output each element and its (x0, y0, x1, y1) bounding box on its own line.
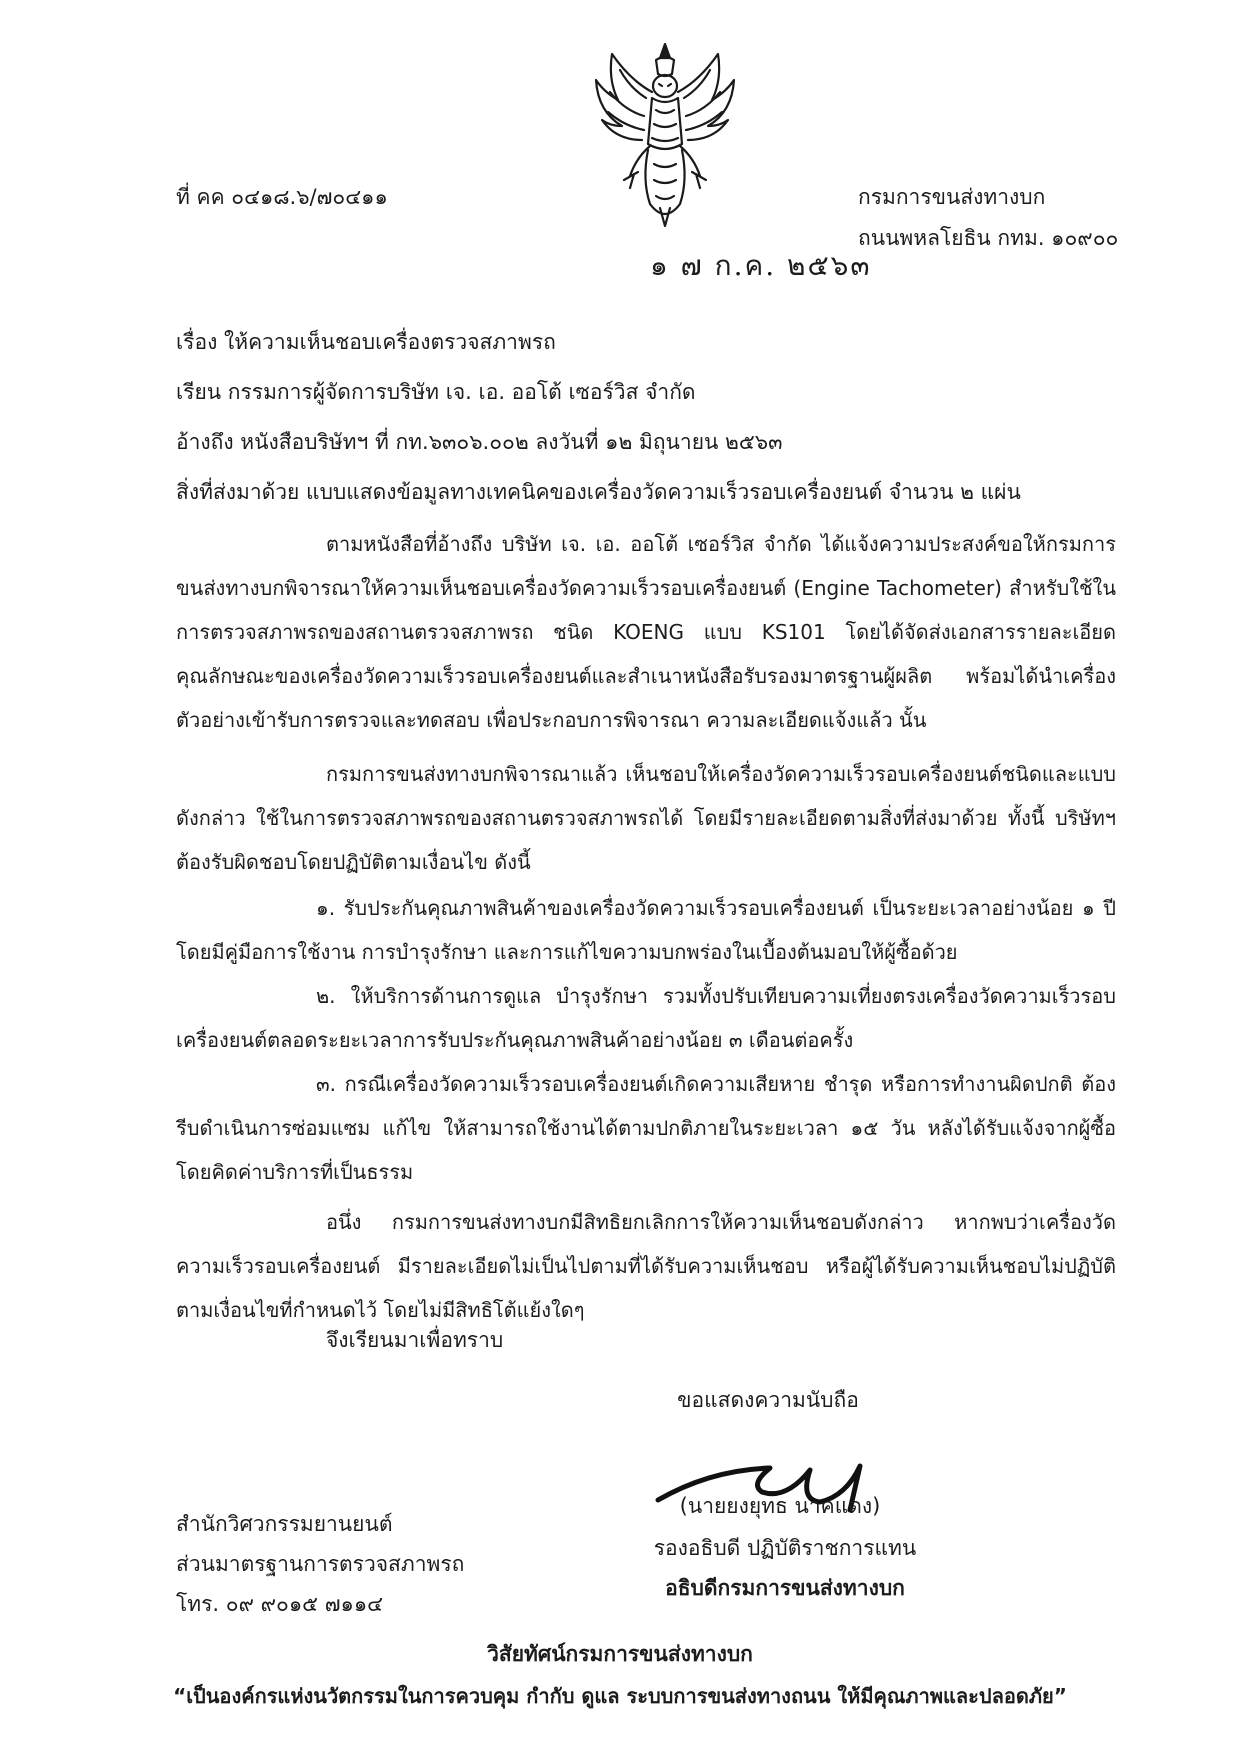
regards-line: ขอแสดงความนับถือ (677, 1388, 859, 1412)
body-paragraph-2: กรมการขนส่งทางบกพิจารณาแล้ว เห็นชอบให้เครื่องวัดความเร็วรอบเครื่องยนต์ชนิดและแบบดังกล่าว ใช้ในการตรวจสภาพรถของสถานตรวจสภาพรถได้ โดยมีรายละเอียดตามสิ่งที่ส่งมาด้วย ทั้งนี้ บริษัทฯ ต้องรับผิดชอบโดยปฏิบัติตามเงื่อนไข ดังนี้ (176, 762, 1116, 874)
reference-number: ที่ คค ๐๔๑๘.๖/๗๐๔๑๑ (176, 185, 388, 209)
condition-2: ๒. ให้บริการด้านการดูแล บำรุงรักษา รวมทั้งปรับเทียบความเที่ยงตรงเครื่องวัดความเร็วรอบเครื่องยนต์ตลอดระยะเวลาการรับประกันคุณภาพสินค้าอย่างน้อย ๓ เดือนต่อครั้ง (176, 984, 1116, 1052)
addressee-line: เรียน กรรมการผู้จัดการบริษัท เจ. เอ. ออโต้ เซอร์วิส จำกัด (176, 380, 696, 404)
signatory-name: (นายยงยุทธ นาคแดง) (679, 1494, 881, 1518)
condition-3: ๓. กรณีเครื่องวัดความเร็วรอบเครื่องยนต์เกิดความเสียหาย ชำรุด หรือการทำงานผิดปกติ ต้องรีบดำเนินการซ่อมแซม แก้ไข ให้สามารถใช้งานได้ตามปกติภายในระยะเวลา ๑๕ วัน หลังได้รับแจ้งจากผู้ซื้อ โดยคิดค่าบริการที่เป็นธรรม (176, 1072, 1116, 1184)
body-paragraph-1: ตามหนังสือที่อ้างถึง บริษัท เจ. เอ. ออโต้ เซอร์วิส จำกัด ได้แจ้งความประสงค์ขอให้กรมการขนส่งทางบกพิจารณาให้ความเห็นชอบเครื่องวัดความเร็วรอบเครื่องยนต์ (Engine Tachometer) สำหรับใช้ในการตรวจสภาพรถของสถานตรวจสภาพรถ ชนิด KOENG แบบ KS101 โดยได้จัดส่งเอกสารรายละเอียดคุณลักษณะของเครื่องวัดความเร็วรอบเครื่องยนต์และสำเนาหนังสือรับรองมาตรฐานผู้ผลิต พร้อมได้นำเครื่องตัวอย่างเข้ารับการตรวจและทดสอบ เพื่อประกอบการพิจารณา ความละเอียดแจ้งแล้ว นั้น (176, 532, 1116, 732)
subject-line: เรื่อง ให้ความเห็นชอบเครื่องตรวจสภาพรถ (176, 330, 556, 354)
condition-1: ๑. รับประกันคุณภาพสินค้าของเครื่องวัดความเร็วรอบเครื่องยนต์ เป็นระยะเวลาอย่างน้อย ๑ ปี โดยมีคู่มือการใช้งาน การบำรุงรักษา และการแก้ไขความบกพร่องในเบื้องต้นมอบให้ผู้ซื้อด้วย (176, 896, 1116, 964)
letter-date: ๑ ๗ ก.ค. ๒๕๖๓ (650, 249, 872, 282)
enclosure-line: สิ่งที่ส่งมาด้วย แบบแสดงข้อมูลทางเทคนิคของเครื่องวัดความเร็วรอบเครื่องยนต์ จำนวน ๒ แผ่น (176, 480, 1021, 504)
division-name: ส่วนมาตรฐานการตรวจสภาพรถ (176, 1552, 465, 1576)
reference-line: อ้างถึง หนังสือบริษัทฯ ที่ กท.๖๓๐๖.๐๐๒ ลงวันที่ ๑๒ มิถุนายน ๒๕๖๓ (176, 430, 783, 454)
closing-line: จึงเรียนมาเพื่อทราบ (326, 1328, 504, 1352)
department-name: กรมการขนส่งทางบก (858, 185, 1046, 209)
department-address: ถนนพหลโยธิน กทม. ๑๐๙๐๐ (858, 226, 1119, 250)
signatory-title-2: อธิบดีกรมการขนส่งทางบก (665, 1576, 905, 1600)
garuda-emblem-icon (590, 40, 740, 230)
signatory-title-1: รองอธิบดี ปฏิบัติราชการแทน (653, 1536, 917, 1560)
vision-statement: “เป็นองค์กรแห่งนวัตกรรมในการควบคุม กำกับ ดูแล ระบบการขนส่งทางถนน ให้มีคุณภาพและปลอดภัย” (173, 1684, 1067, 1708)
office-name: สำนักวิศวกรรมยานยนต์ (176, 1512, 393, 1536)
vision-title: วิสัยทัศน์กรมการขนส่งทางบก (487, 1642, 753, 1666)
phone-number: โทร. ๐๙ ๙๐๑๕ ๗๑๑๔ (176, 1592, 384, 1616)
body-paragraph-3: อนึ่ง กรมการขนส่งทางบกมีสิทธิยกเลิกการให้ความเห็นชอบดังกล่าว หากพบว่าเครื่องวัดความเร็วรอบเครื่องยนต์ มีรายละเอียดไม่เป็นไปตามที่ได้รับความเห็นชอบ หรือผู้ได้รับความเห็นชอบไม่ปฏิบัติตามเงื่อนไขที่กำหนดไว้ โดยไม่มีสิทธิโต้แย้งใดๆ (176, 1210, 1116, 1322)
